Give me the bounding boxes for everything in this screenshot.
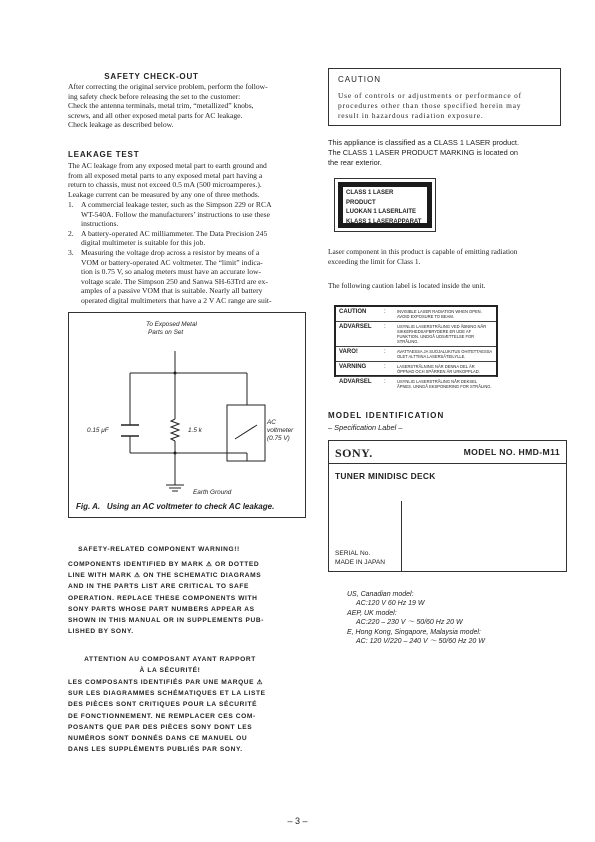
caution-label-row: VARO! : AVATTAESSA JA SUOJALUKITUS OHITETTAESSA OLET ALTTIINA LASERSÄTEILYLLE. [336, 347, 496, 362]
figure-caption: Fig. A. Using an AC voltmeter to check AC leakage. [76, 502, 275, 511]
laser-label-text: CLASS 1 LASER PRODUCT LUOKAN 1 LASERLAITE KLASS 1 LASERAPPARAT [343, 187, 427, 223]
sony-logo: SONY. [335, 446, 373, 460]
caution-title: CAUTION [338, 75, 381, 84]
caution-label-row: ADVARSEL : USYNLIG LASERSTRÅLING VED ÅBNING NÅR SIKKERHEDSAFBRYDERE ER UDE AF FUNKTION. UNDGÅ UDSÆTTELSE FOR STRÅLING. [336, 322, 496, 347]
voltmeter-label: AC [267, 419, 276, 426]
page-number: – 3 – [287, 816, 308, 826]
resistor-label: 1.5 k [188, 427, 202, 434]
method-item: 1. A commercial leakage tester, such as the Simpson 229 or RCA WT-540A. Follow the manufacturers’ instructions to use these instructions. [68, 200, 272, 229]
warning-en-title: SAFETY-RELATED COMPONENT WARNING!! [78, 546, 240, 553]
caution-box [328, 68, 561, 126]
power-specs: US, Canadian model: AC:120 V 60 Hz 19 W AEP, UK model: AC:220 – 230 V ～ 50/60 Hz 20 W E, Hong Kong, Singapore, Malaysia model: AC: 120 V/220 – 240 V ～ 50/60 Hz 20 W [347, 591, 485, 646]
method-item: 2. A battery-operated AC milliammeter. The Data Precision 245 digital multimeter is suitable for this job. [68, 228, 268, 248]
inside-caution-label [334, 305, 498, 389]
serial-pointer [401, 501, 402, 571]
earth-ground-label: Earth Ground [193, 489, 232, 496]
class-1-laser-label [334, 178, 436, 232]
exposed-metal-label: To Exposed Metal [146, 321, 197, 328]
safety-checkout-text: After correcting the original service problem, perform the follow- ing safety check before releasing the set to the customer: Check the antenna terminals, metal trim, “metallized” knobs, screws, and all other exposed metal parts for AC leakage. Check leakage as described below. [68, 82, 268, 130]
method-item: 3. Measuring the voltage drop across a resistor by means of a VOM or battery-operated AC voltmeter. The “limit” indica- tion is 0.75 V, so analog meters must have an accurate low- voltage scale. The Simpson 250 and Sanwa SH-63Trd are ex- amples of a passive VOM that is suitable. Nearly all battery operated digital multimeters that have a 2 V AC range are suit- [68, 247, 272, 305]
circuit-diagram [69, 313, 305, 517]
caution-text: Use of controls or adjustments or performance of procedures other than those specified herein may result in hazardous radiation exposure. [338, 91, 522, 120]
serial-made-in: SERIAL No. MADE IN JAPAN [335, 550, 386, 566]
safety-checkout-title: SAFETY CHECK-OUT [104, 72, 199, 81]
class-1-text: This appliance is classified as a CLASS 1 LASER product. The CLASS 1 LASER PRODUCT MARKING is located on the rear exterior. [328, 138, 520, 167]
following-label-text: The following caution label is located inside the unit. [328, 281, 486, 290]
caution-label-row: CAUTION : INVISIBLE LASER RADIATION WHEN OPEN. AVOID EXPOSURE TO BEAM. [336, 307, 496, 322]
voltmeter-label-2: voltmeter [267, 427, 294, 434]
laser-component-text: Laser component in this product is capable of emitting radiation exceeding the limit for Class 1. [328, 247, 518, 266]
specification-label [328, 440, 567, 572]
methods-list [68, 200, 308, 306]
voltmeter-label-3: (0.75 V) [267, 435, 290, 442]
product-name: TUNER MINIDISC DECK [335, 471, 436, 481]
warning-en-text: COMPONENTS IDENTIFIED BY MARK ⚠ OR DOTTED LINE WITH MARK ⚠ ON THE SCHEMATIC DIAGRAMS AND IN THE PARTS LIST ARE CRITICAL TO SAFE OPERATION. REPLACE THESE COMPONENTS WITH SONY PARTS WHOSE PART NUMBERS APPEAR AS SHOWN IN THIS MANUAL OR IN SUPPLEMENTS PUB- LISHED BY SONY. [68, 561, 265, 636]
label-divider [329, 463, 566, 464]
caution-label-row: ADVARSEL : USYNLIG LASERSTRÅLING NÅR DEKSEL ÅPNES. UNNGÅ EKSPONERING FOR STRÅLING. [339, 379, 492, 389]
exposed-metal-label-2: Parts on Set [148, 329, 184, 336]
model-identification-title: MODEL IDENTIFICATION [328, 411, 445, 420]
leakage-test-title: LEAKAGE TEST [68, 150, 140, 159]
specification-label-subtitle: – Specification Label – [328, 423, 403, 432]
model-number: MODEL NO. HMD-M11 [463, 447, 560, 457]
warning-fr-title: ATTENTION AU COMPOSANT AYANT RAPPORT À LA SÉCURITÉ! [84, 656, 256, 674]
caution-label-row: VARNING : LASERSTRÅLNING NÄR DENNA DEL ÄR ÖPPNAD OCH SPÄRREN ÄR URKOPPLAD. [336, 362, 496, 377]
capacitor-label: 0.15 μF [87, 427, 109, 434]
leakage-test-text: The AC leakage from any exposed metal part to earth ground and from all exposed metal parts to any exposed metal part having a return to chassis, must not exceed 0.5 mA (500 microamperes.). Leakage current can be measured by any one of three methods. [68, 161, 267, 199]
figure-a [68, 312, 306, 518]
warning-fr-text: LES COMPOSANTS IDENTIFIÉS PAR UNE MARQUE ⚠ SUR LES DIAGRAMMES SCHÉMATIQUES ET LA LISTE DES PIÈCES SONT CRITIQUES POUR LA SÉCURITÉ DE FONCTIONNEMENT. NE REMPLACER CES COM- POSANTS QUE PAR DES PIÈCES SONY DONT LES NUMÉROS SONT DONNÉS DANS CE MANUEL OU DANS LES SUPPLÉMENTS PUBLIÉS PAR SONY. [68, 679, 266, 754]
